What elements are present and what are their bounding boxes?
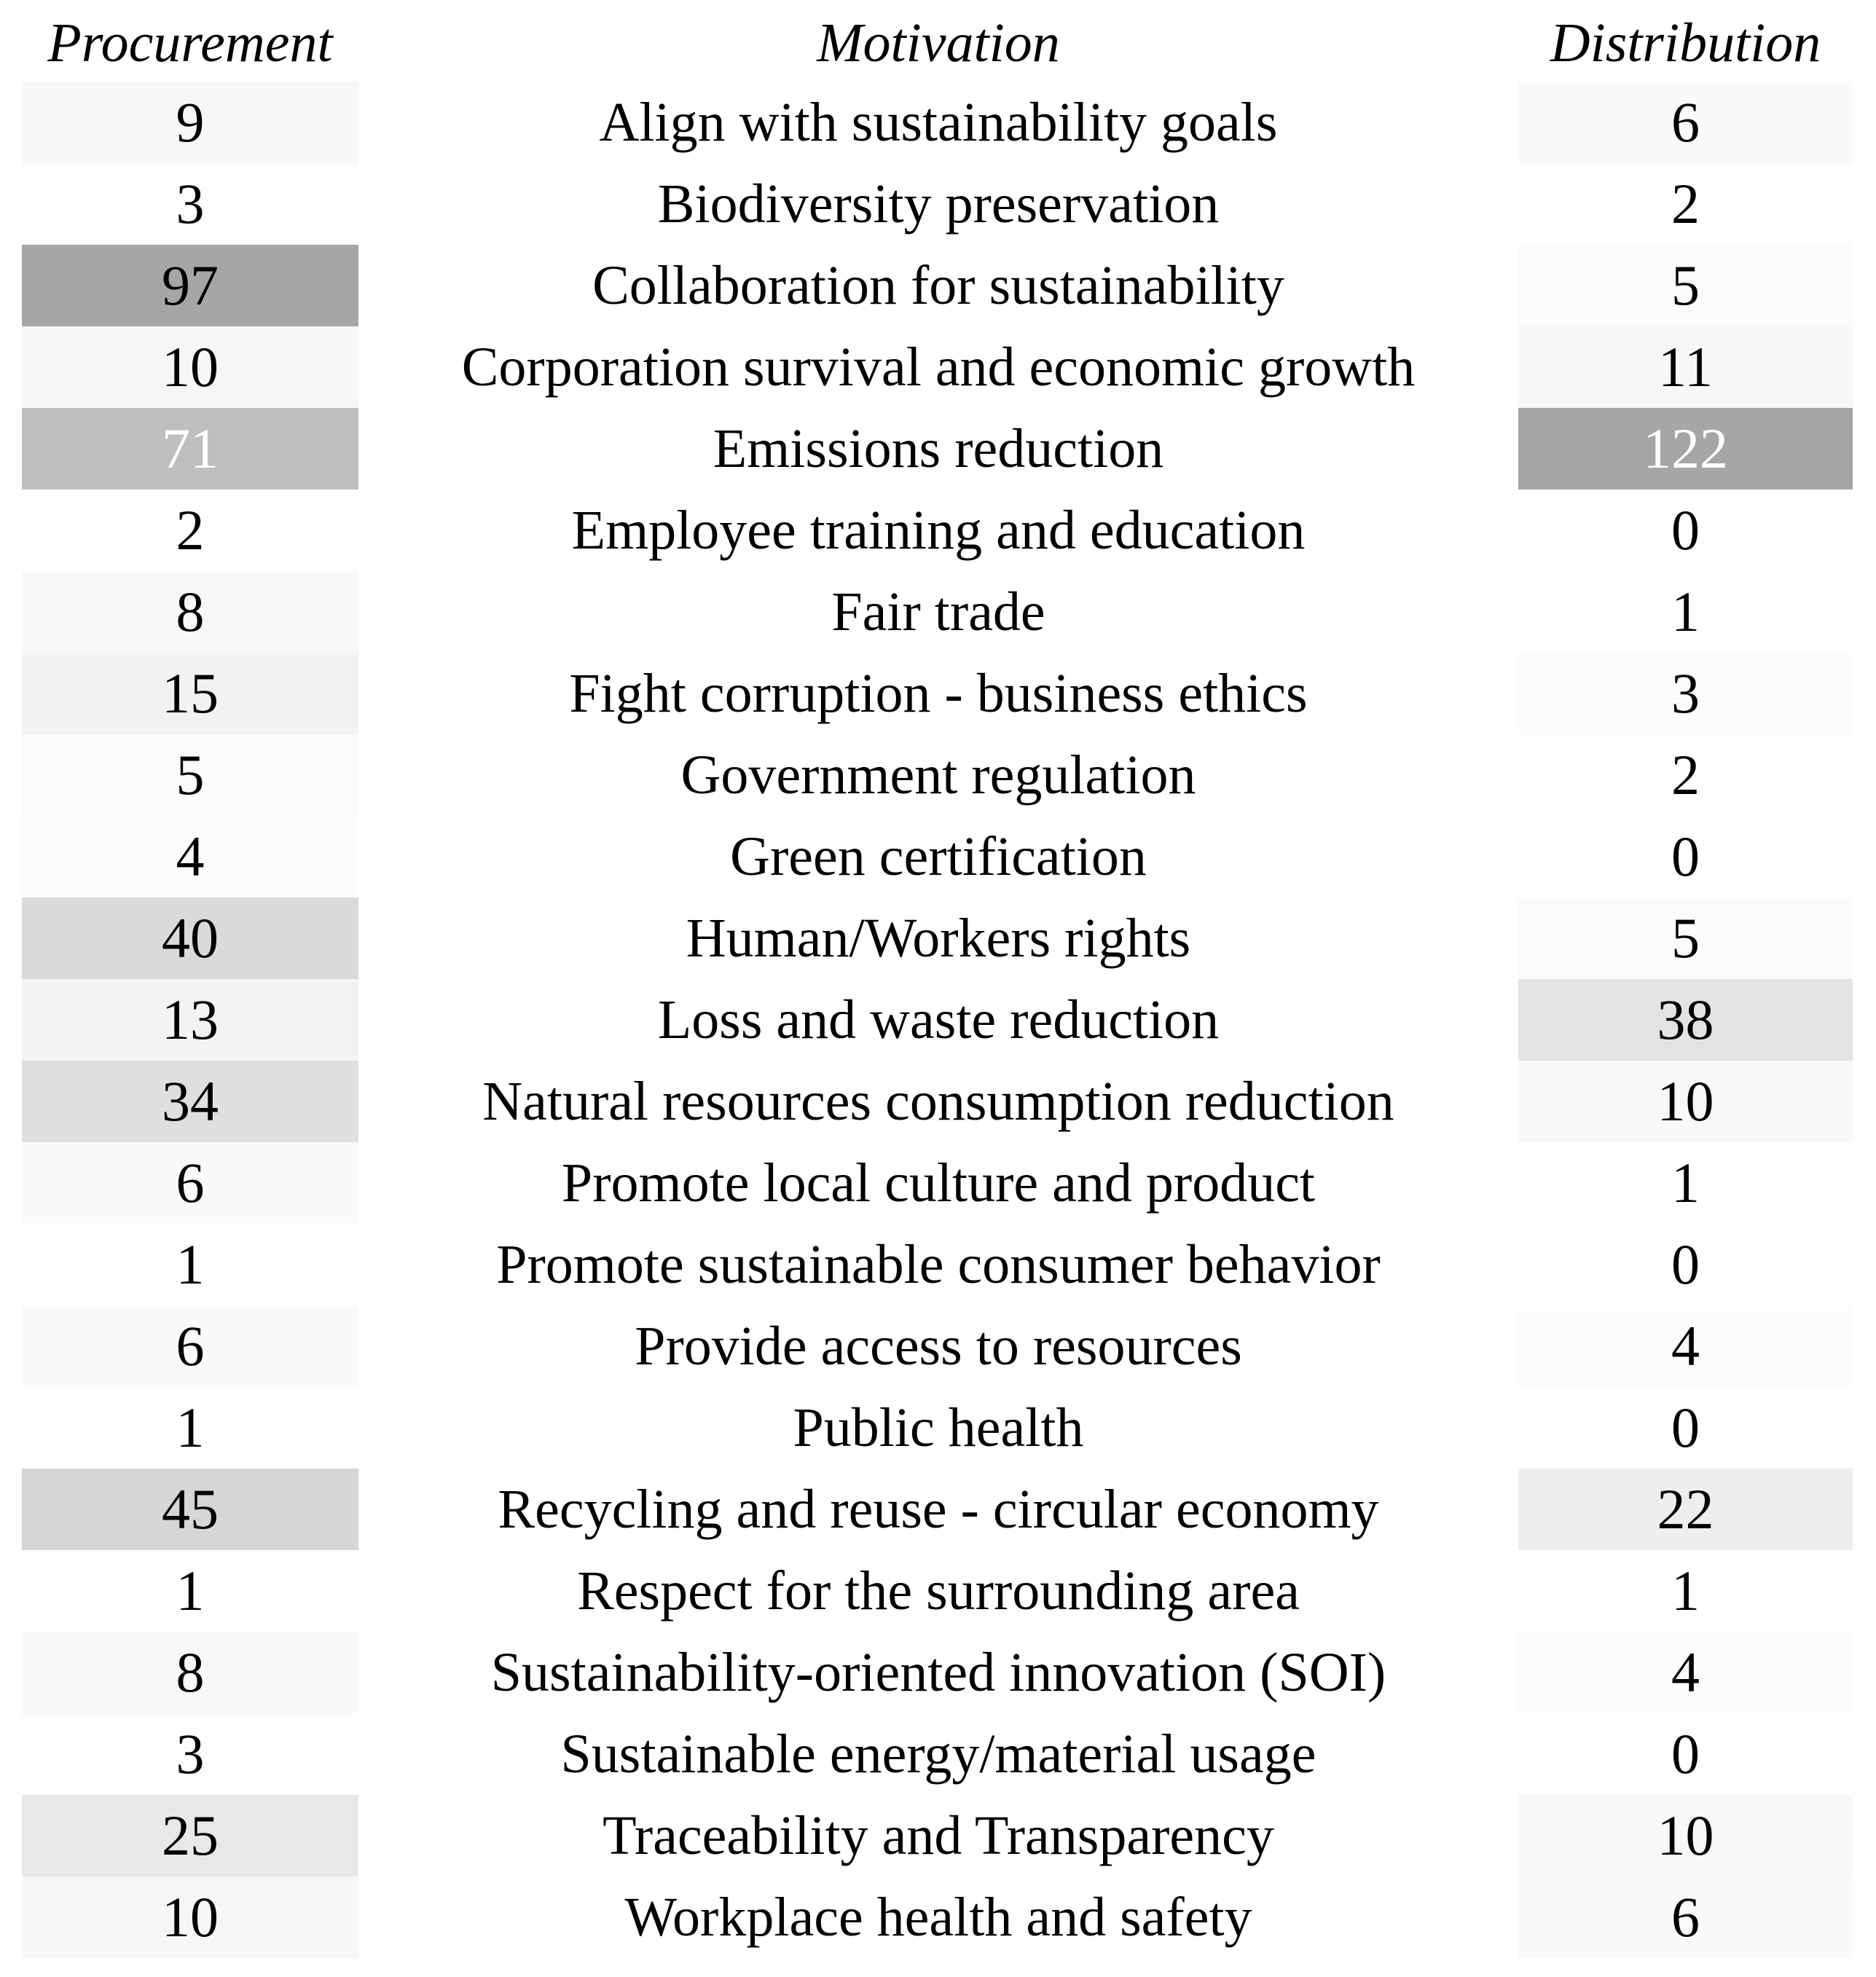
table-body [0, 82, 1876, 1958]
table-header [0, 0, 1876, 82]
distribution-count-cell: 2 [1518, 163, 1853, 245]
procurement-count-cell: 10 [22, 326, 358, 408]
procurement-count-cell: 71 [22, 408, 358, 490]
distribution-count-cell: 5 [1518, 245, 1853, 326]
procurement-count-cell: 25 [22, 1795, 358, 1876]
header-procurement: Procurement [47, 12, 333, 74]
procurement-count-cell: 40 [22, 897, 358, 979]
distribution-count-cell: 1 [1518, 571, 1853, 653]
motivation-label-cell: Government regulation [680, 744, 1196, 806]
motivation-label-cell: Loss and waste reduction [657, 989, 1220, 1050]
table-row [0, 653, 1876, 734]
table-row [0, 326, 1876, 408]
table-row [0, 1550, 1876, 1632]
table-row [0, 1387, 1876, 1469]
motivation-label-cell: Sustainability-oriented innovation (SOI) [490, 1642, 1386, 1703]
motivation-label-cell: Provide access to resources [635, 1316, 1242, 1377]
table-row [0, 490, 1876, 571]
table-row [0, 408, 1876, 490]
procurement-count-cell: 3 [22, 163, 358, 245]
motivation-label-cell: Public health [793, 1397, 1084, 1458]
header-distribution: Distribution [1550, 12, 1821, 74]
distribution-count-cell: 6 [1518, 1876, 1853, 1958]
motivation-label-cell: Human/Workers rights [686, 908, 1191, 969]
procurement-count-cell: 1 [22, 1387, 358, 1469]
procurement-count-cell: 4 [22, 816, 358, 897]
table-row [0, 1632, 1876, 1713]
procurement-count-cell: 2 [22, 490, 358, 571]
procurement-count-cell: 10 [22, 1876, 358, 1958]
procurement-count-cell: 9 [22, 82, 358, 163]
distribution-count-cell: 10 [1518, 1795, 1853, 1876]
procurement-count-cell: 8 [22, 571, 358, 653]
motivation-label-cell: Biodiversity preservation [657, 173, 1220, 235]
motivation-label-cell: Workplace health and safety [624, 1887, 1252, 1948]
table-row [0, 1224, 1876, 1305]
procurement-count-cell: 3 [22, 1713, 358, 1795]
table-row [0, 1469, 1876, 1550]
distribution-count-cell: 11 [1518, 326, 1853, 408]
distribution-count-cell: 1 [1518, 1142, 1853, 1224]
motivation-label-cell: Emissions reduction [713, 418, 1164, 479]
motivation-label-cell: Fight corruption - business ethics [569, 663, 1308, 724]
procurement-count-cell: 5 [22, 734, 358, 816]
distribution-count-cell: 0 [1518, 816, 1853, 897]
procurement-count-cell: 6 [22, 1142, 358, 1224]
distribution-count-cell: 38 [1518, 979, 1853, 1061]
motivation-label-cell: Corporation survival and economic growth [461, 337, 1416, 398]
table-row [0, 1713, 1876, 1795]
motivation-label-cell: Natural resources consumption reduction [482, 1071, 1394, 1132]
motivation-label-cell: Sustainable energy/material usage [560, 1724, 1316, 1785]
procurement-count-cell: 1 [22, 1550, 358, 1632]
distribution-count-cell: 5 [1518, 897, 1853, 979]
procurement-count-cell: 6 [22, 1305, 358, 1387]
table-row [0, 163, 1876, 245]
distribution-count-cell: 0 [1518, 1713, 1853, 1795]
distribution-count-cell: 10 [1518, 1061, 1853, 1142]
distribution-count-cell: 6 [1518, 82, 1853, 163]
distribution-count-cell: 4 [1518, 1632, 1853, 1713]
procurement-count-cell: 1 [22, 1224, 358, 1305]
table-row [0, 245, 1876, 326]
motivation-label-cell: Recycling and reuse - circular economy [498, 1479, 1379, 1540]
procurement-count-cell: 45 [22, 1469, 358, 1550]
distribution-count-cell: 4 [1518, 1305, 1853, 1387]
motivation-label-cell: Collaboration for sustainability [592, 255, 1284, 316]
table-row [0, 897, 1876, 979]
header-motivation: Motivation [817, 12, 1060, 74]
motivation-label-cell: Fair trade [831, 581, 1045, 642]
procurement-count-cell: 15 [22, 653, 358, 734]
table-row [0, 82, 1876, 163]
procurement-count-cell: 8 [22, 1632, 358, 1713]
distribution-count-cell: 22 [1518, 1469, 1853, 1550]
distribution-count-cell: 0 [1518, 490, 1853, 571]
distribution-count-cell: 122 [1518, 408, 1853, 490]
table-row [0, 1876, 1876, 1958]
table-row [0, 1795, 1876, 1876]
distribution-count-cell: 2 [1518, 734, 1853, 816]
procurement-count-cell: 13 [22, 979, 358, 1061]
table-row [0, 979, 1876, 1061]
motivation-label-cell: Employee training and education [571, 500, 1306, 561]
distribution-count-cell: 0 [1518, 1387, 1853, 1469]
procurement-count-cell: 34 [22, 1061, 358, 1142]
table-row [0, 734, 1876, 816]
procurement-count-cell: 97 [22, 245, 358, 326]
motivation-label-cell: Traceability and Transparency [603, 1805, 1274, 1866]
motivation-label-cell: Align with sustainability goals [599, 92, 1278, 153]
table-row [0, 1305, 1876, 1387]
motivation-label-cell: Promote sustainable consumer behavior [496, 1234, 1381, 1295]
motivation-label-cell: Green certification [730, 826, 1147, 887]
distribution-count-cell: 1 [1518, 1550, 1853, 1632]
distribution-count-cell: 3 [1518, 653, 1853, 734]
table-row [0, 816, 1876, 897]
table-row [0, 571, 1876, 653]
table-row [0, 1142, 1876, 1224]
motivation-label-cell: Respect for the surrounding area [577, 1560, 1300, 1622]
table-row [0, 1061, 1876, 1142]
distribution-count-cell: 0 [1518, 1224, 1853, 1305]
motivation-label-cell: Promote local culture and product [561, 1152, 1316, 1214]
